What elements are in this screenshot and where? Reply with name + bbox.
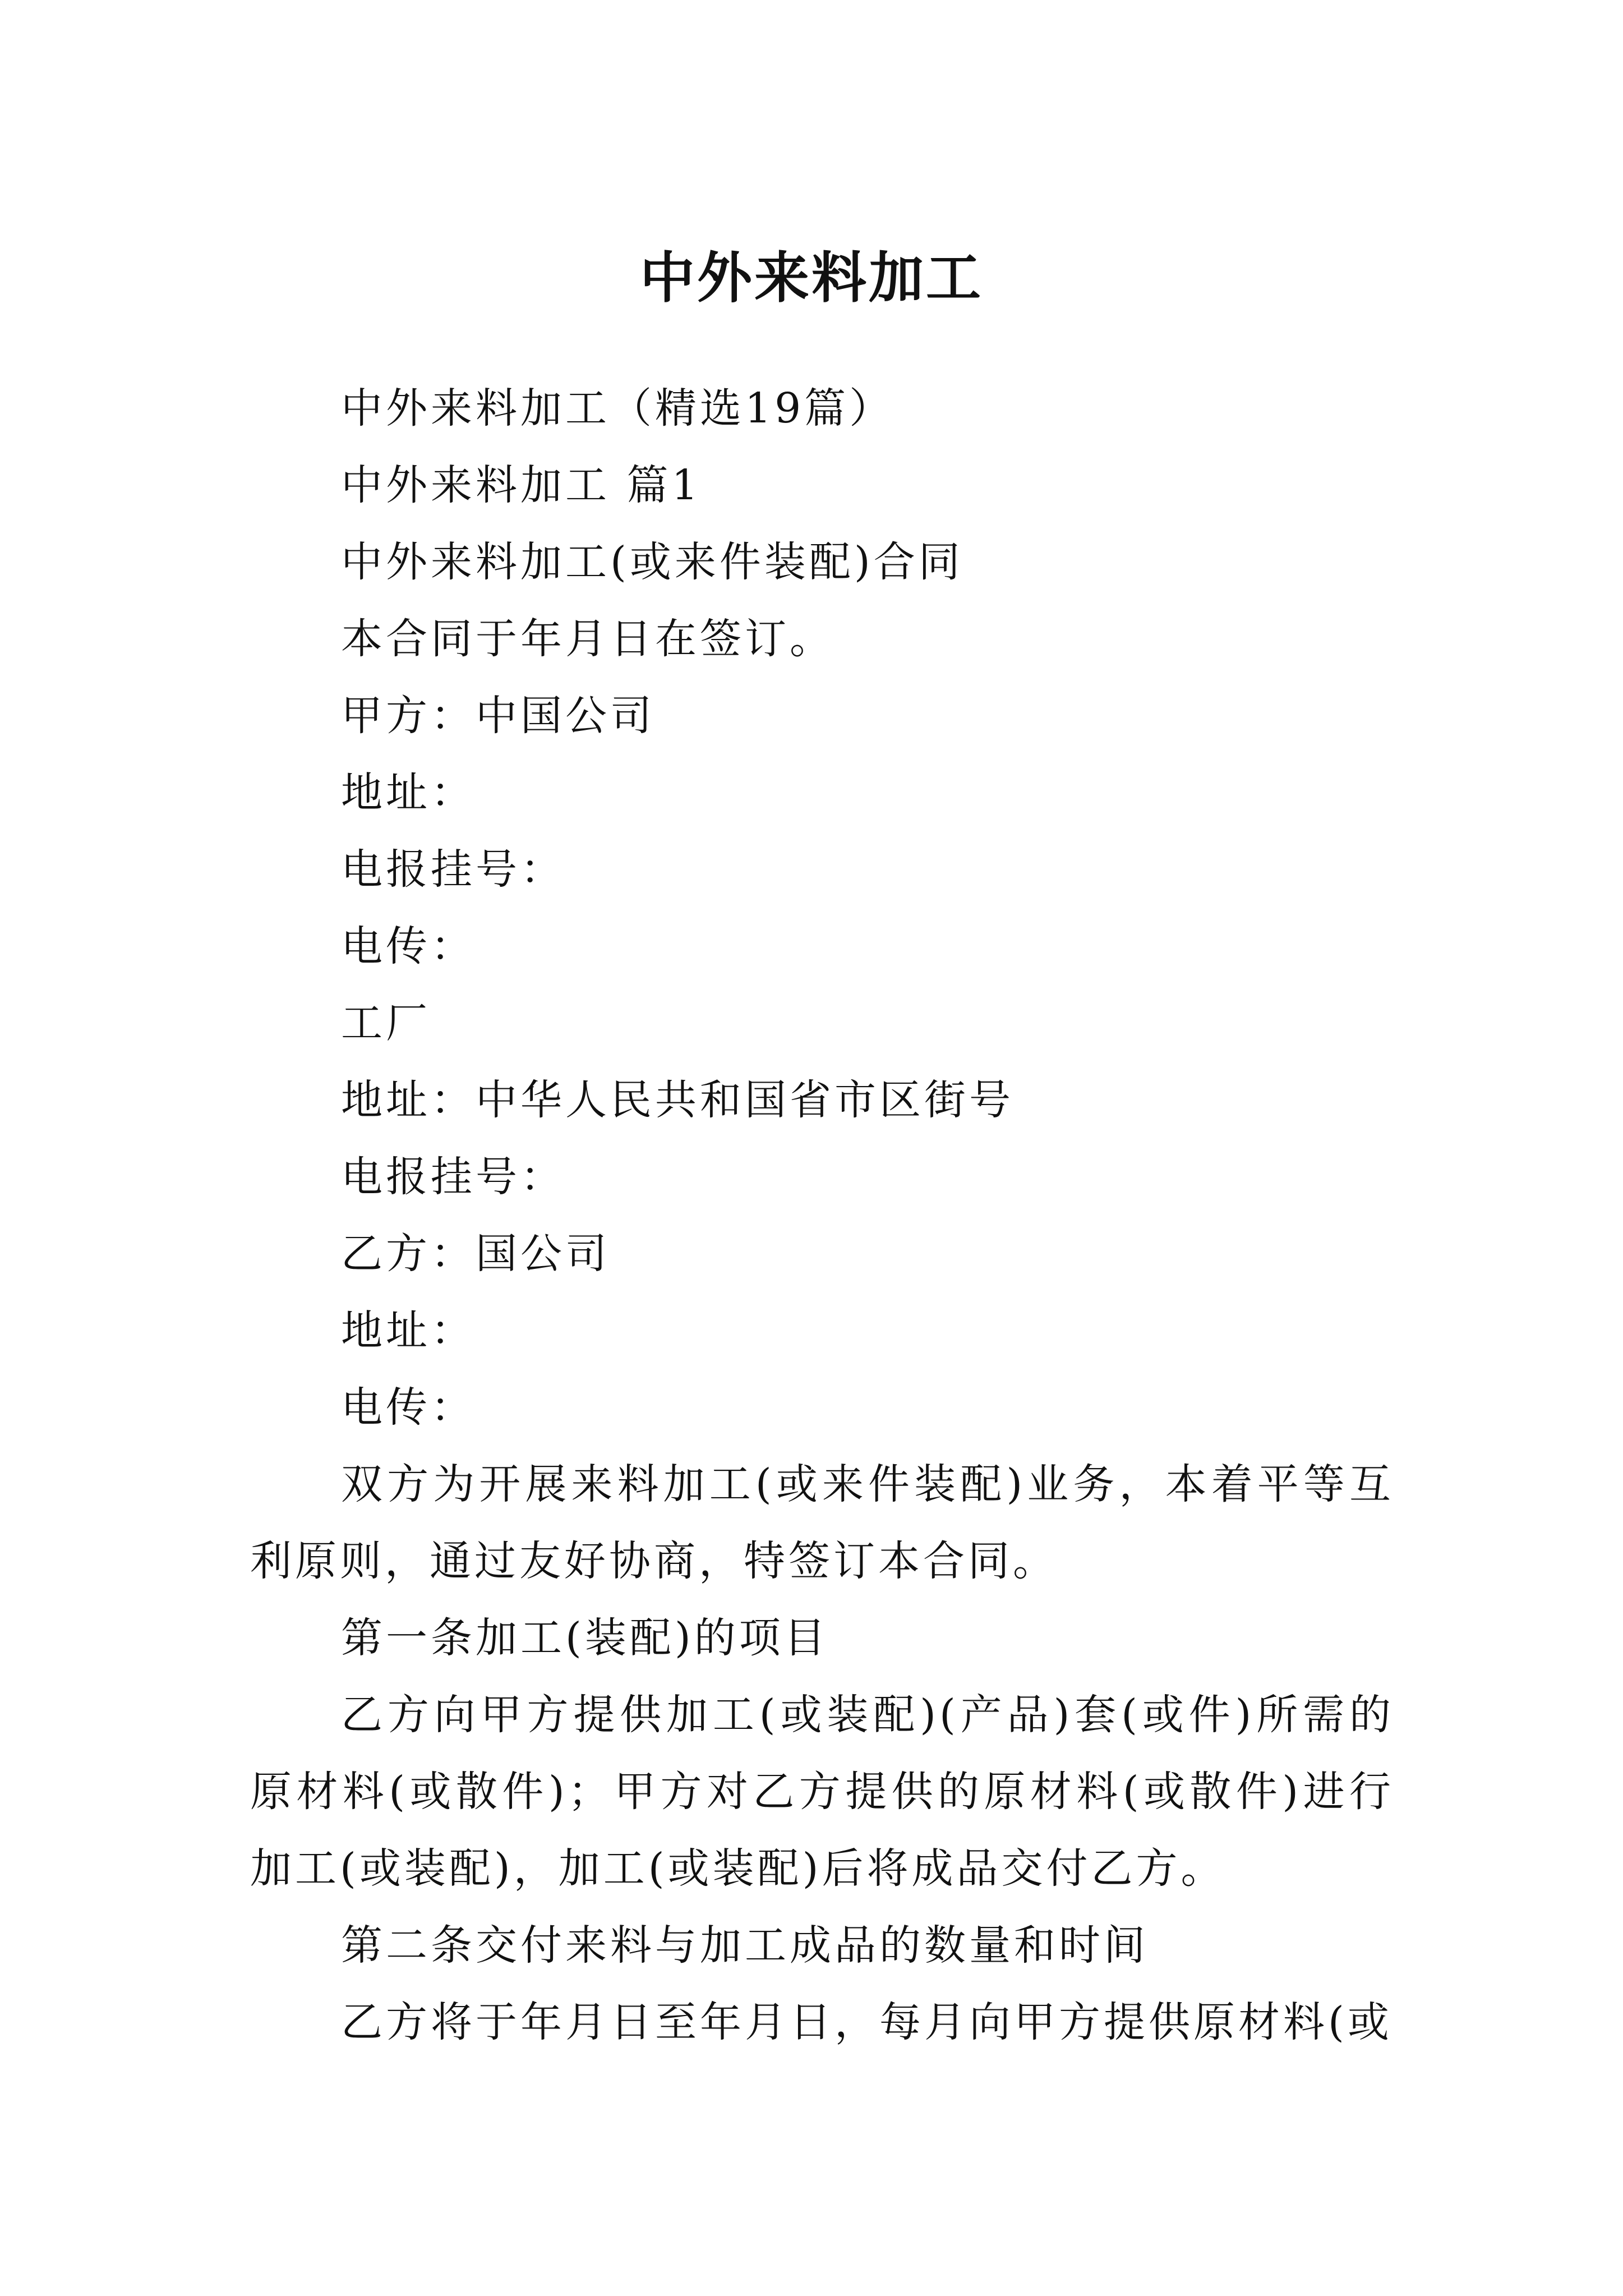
paragraph-13: 地址： — [341, 1306, 476, 1355]
paragraph-1: 中外来料加工（精选19篇） — [341, 384, 895, 432]
paragraph-15: 双方为开展来料加工(或来件装配)业务，本着平等互利原则，通过友好协商，特签订本合同。 — [250, 1460, 1394, 1585]
paragraph-9: 工厂 — [341, 999, 431, 1047]
paragraph-17: 乙方向甲方提供加工(或装配)(产品)套(或件)所需的原材料(或散件)；甲方对乙方提供的原材料(或散件)进行加工(或装配)，加工(或装配)后将成品交付乙方。 — [250, 1691, 1394, 1893]
paragraph-8: 电传： — [341, 922, 476, 970]
paragraph-3: 中外来料加工(或来件装配)合同 — [341, 538, 963, 586]
paragraph-19: 乙方将于年月日至年月日，每月向甲方提供原材料(或 — [341, 1998, 1393, 2046]
paragraph-10: 地址：中华人民共和国省市区街号 — [341, 1076, 1014, 1124]
document-body — [250, 370, 1394, 2061]
paragraph-4: 本合同于年月日在签订。 — [341, 615, 834, 663]
paragraph-5: 甲方：中国公司 — [341, 692, 655, 740]
paragraph-6: 地址： — [341, 769, 476, 817]
paragraph-16: 第一条加工(装配)的项目 — [341, 1614, 829, 1662]
document-title: 中外来料加工 — [639, 245, 983, 310]
paragraph-2: 中外来料加工 篇1 — [341, 461, 702, 509]
paragraph-12: 乙方：国公司 — [341, 1230, 610, 1278]
paragraph-7: 电报挂号： — [341, 845, 565, 894]
paragraph-18: 第二条交付来料与加工成品的数量和时间 — [341, 1921, 1149, 1970]
paragraph-14: 电传： — [341, 1383, 476, 1432]
paragraph-11: 电报挂号： — [341, 1153, 565, 1201]
